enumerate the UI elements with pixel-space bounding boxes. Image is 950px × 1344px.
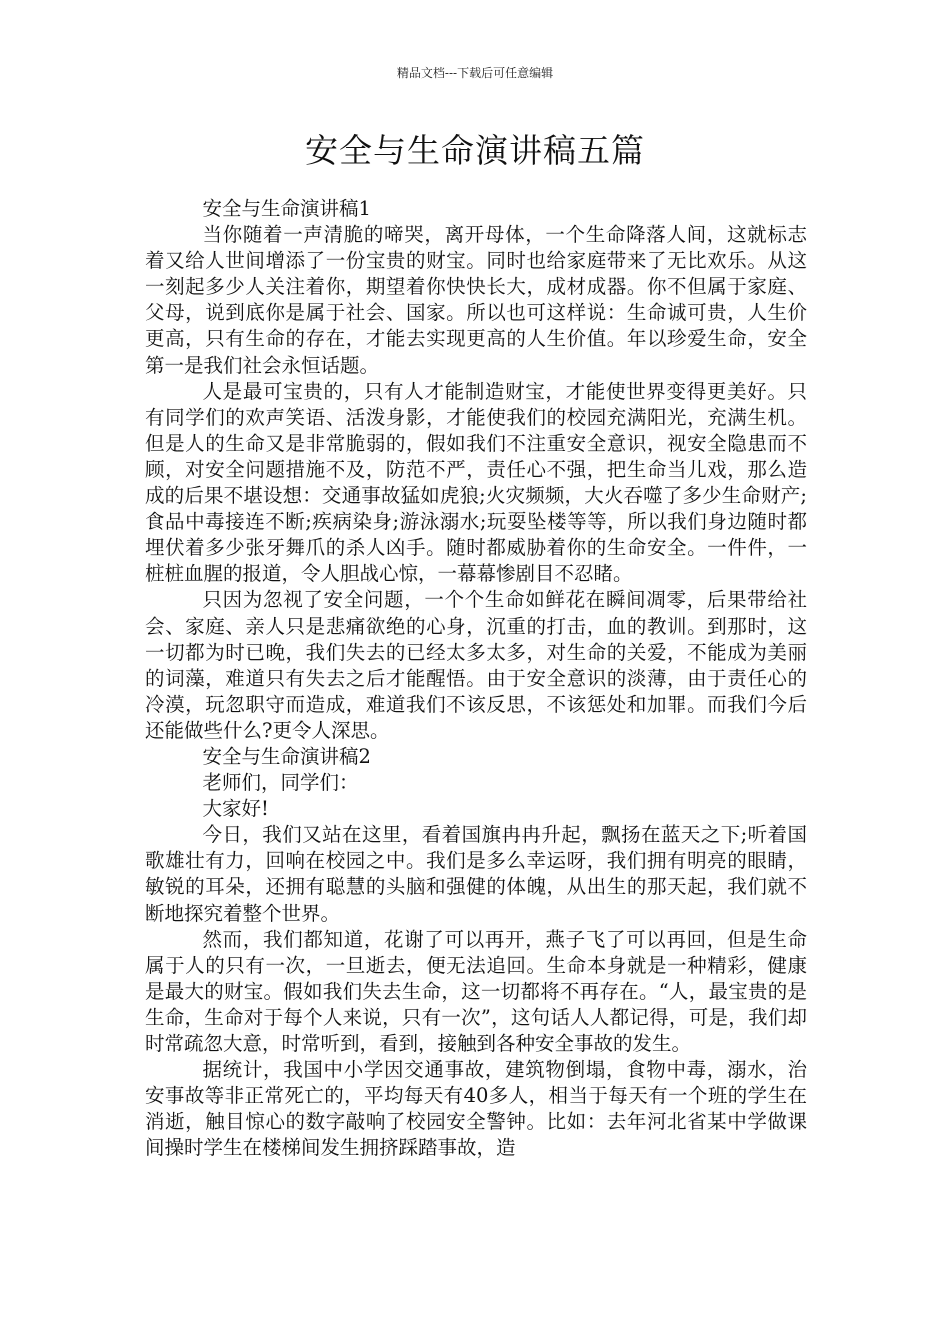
document-body [145, 196, 807, 1161]
page-header: 精品文档---下载后可任意编辑 [396, 66, 554, 80]
body-paragraph: 今日，我们又站在这里，看着国旗冉冉升起，飘扬在蓝天之下;听着国歌雄壮有力，回响在校园之中。我们是多么幸运呀，我们拥有明亮的眼睛，敏锐的耳朵，还拥有聪慧的头脑和强健的体魄，从出生的那天起，我们就不断地探究着整个世界。 [145, 823, 807, 925]
body-paragraph: 据统计，我国中小学因交通事故，建筑物倒塌，食物中毒，溺水，治安事故等非正常死亡的，平均每天有40多人，相当于每天有一个班的学生在消逝，触目惊心的数字敲响了校园安全警钟。比如：去年河北省某中学做课间操时学生在楼梯间发生拥挤踩踏事故，造 [145, 1058, 807, 1160]
body-paragraph: 人是最可宝贵的，只有人才能制造财宝，才能使世界变得更美好。只有同学们的欢声笑语、活泼身影，才能使我们的校园充满阳光，充满生机。但是人的生命又是非常脆弱的，假如我们不注重安全意识，视安全隐患而不顾，对安全问题措施不及，防范不严，责任心不强，把生命当儿戏，那么造成的后果不堪设想：交通事故猛如虎狼;火灾频频，大火吞噬了多少生命财产;食品中毒接连不断;疾病染身;游泳溺水;玩耍坠楼等等，所以我们身边随时都埋伏着多少张牙舞爪的杀人凶手。随时都威胁着你的生命安全。一件件，一桩桩血腥的报道，令人胆战心惊，一幕幕惨剧目不忍睹。 [145, 379, 807, 586]
section-heading-1: 安全与生命演讲稿1 [202, 197, 371, 220]
greeting: 大家好! [202, 797, 269, 821]
body-paragraph: 只因为忽视了安全问题，一个个生命如鲜花在瞬间凋零，后果带给社会、家庭、亲人只是悲痛欲绝的心身，沉重的打击，血的教训。到那时，这一切都为时已晚，我们失去的已经太多太多，对生命的关爱，不能成为美丽的词藻，难道只有失去之后才能醒悟。由于安全意识的淡薄，由于责任心的冷漠，玩忽职守而造成，难道我们不该反思，不该惩处和加罪。而我们今后还能做些什么?更令人深思。 [145, 588, 807, 742]
body-paragraph: 然而，我们都知道，花谢了可以再开，燕子飞了可以再回，但是生命属于人的只有一次，一旦逝去，便无法追回。生命本身就是一种精彩，健康是最大的财宝。假如我们失去生命，这一切都将不再存在。“人，最宝贵的是生命，生命对于每个人来说，只有一次”，这句话人人都记得，可是，我们却时常疏忽大意，时常听到，看到，接触到各种安全事故的发生。 [145, 927, 807, 1055]
section-heading-2: 安全与生命演讲稿2 [202, 744, 371, 768]
salutation: 老师们，同学们： [202, 771, 359, 795]
document-title: 安全与生命演讲稿五篇 [305, 131, 645, 170]
body-paragraph: 当你随着一声清脆的啼哭，离开母体，一个生命降落人间，这就标志着又给人世间增添了一份宝贵的财宝。同时也给家庭带来了无比欢乐。从这一刻起多少人关注着你，期望着你快快长大，成材成器。你不但属于家庭、父母，说到底你是属于社会、国家。所以也可这样说：生命诚可贵，人生价更高，只有生命的存在，才能去实现更高的人生价值。年以珍爱生命，安全第一是我们社会永恒话题。 [145, 223, 807, 377]
